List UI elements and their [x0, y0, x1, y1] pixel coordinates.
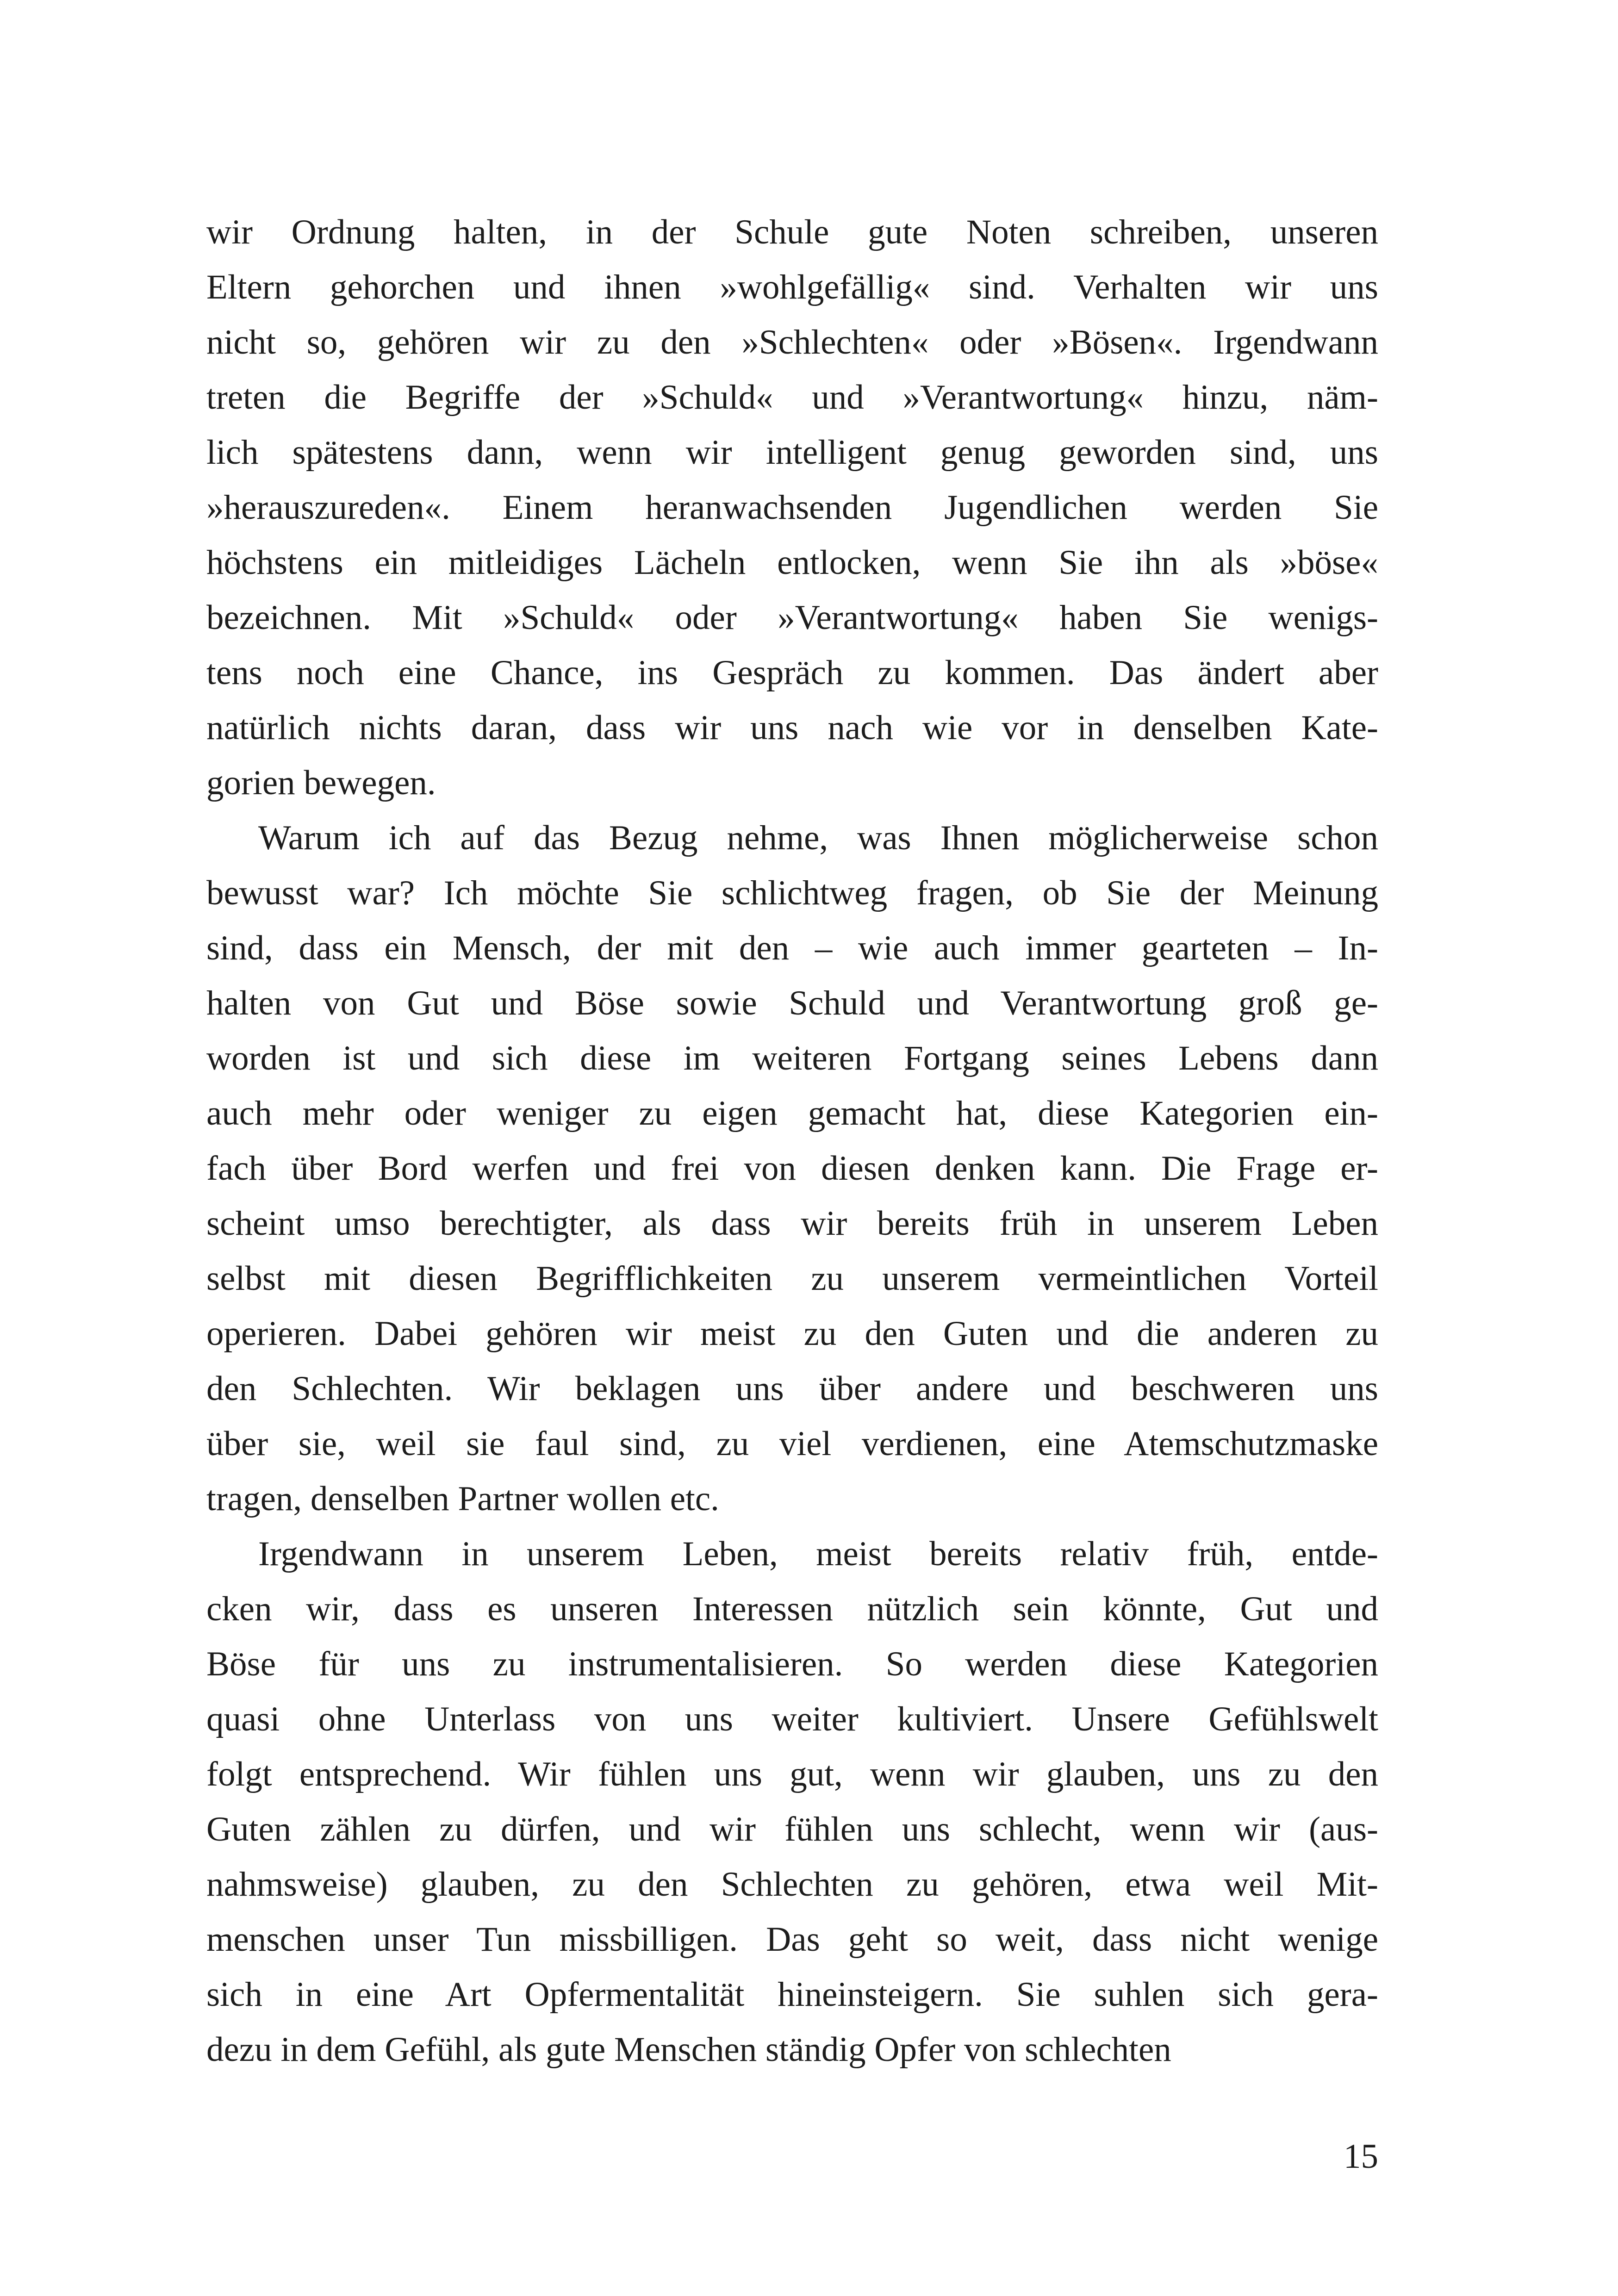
text-line: sind, dass ein Mensch, der mit den – wie auch immer gearteten – In-: [206, 929, 1378, 967]
text-line: quasi ohne Unterlass von uns weiter kultiviert. Unsere Gefühlswelt: [206, 1700, 1378, 1738]
text-line: bezeichnen. Mit »Schuld« oder »Verantwortung« haben Sie wenigs-: [206, 598, 1378, 637]
text-line: treten die Begriffe der »Schuld« und »Verantwortung« hinzu, näm-: [206, 378, 1378, 417]
text-line: natürlich nichts daran, dass wir uns nach wie vor in denselben Kate-: [206, 709, 1378, 747]
text-line: lich spätestens dann, wenn wir intelligent genug geworden sind, uns: [206, 433, 1378, 472]
text-line: »herauszureden«. Einem heranwachsenden Jugendlichen werden Sie: [206, 488, 1378, 527]
text-line: bewusst war? Ich möchte Sie schlichtweg fragen, ob Sie der Meinung: [206, 874, 1378, 912]
text-line: wir Ordnung halten, in der Schule gute Noten schreiben, unseren: [206, 213, 1378, 251]
page-text-block: [206, 205, 1378, 2077]
text-line: nicht so, gehören wir zu den »Schlechten« oder »Bösen«. Irgendwann: [206, 323, 1378, 361]
text-line: operieren. Dabei gehören wir meist zu den Guten und die anderen zu: [206, 1314, 1378, 1353]
paragraph: [206, 205, 1378, 810]
text-line: auch mehr oder weniger zu eigen gemacht hat, diese Kategorien ein-: [206, 1094, 1378, 1132]
text-line: nahmsweise) glauben, zu den Schlechten zu gehören, etwa weil Mit-: [206, 1865, 1378, 1904]
text-line: dezu in dem Gefühl, als gute Menschen ständig Opfer von schlechten: [206, 2030, 1171, 2069]
text-line: scheint umso berechtigter, als dass wir bereits früh in unserem Leben: [206, 1204, 1378, 1243]
text-line: Eltern gehorchen und ihnen »wohlgefällig« sind. Verhalten wir uns: [206, 268, 1378, 306]
text-line: sich in eine Art Opfermentalität hineinsteigern. Sie suhlen sich gera-: [206, 1975, 1378, 2014]
text-line: tens noch eine Chance, ins Gespräch zu kommen. Das ändert aber: [206, 653, 1378, 692]
paragraph: [206, 810, 1378, 1526]
text-line: den Schlechten. Wir beklagen uns über andere und beschweren uns: [206, 1369, 1378, 1408]
text-line: cken wir, dass es unseren Interessen nützlich sein könnte, Gut und: [206, 1590, 1378, 1628]
text-line: halten von Gut und Böse sowie Schuld und Verantwortung groß ge-: [206, 984, 1378, 1022]
text-line: Warum ich auf das Bezug nehme, was Ihnen möglicherweise schon: [258, 819, 1378, 857]
text-line: über sie, weil sie faul sind, zu viel verdienen, eine Atemschutzmaske: [206, 1425, 1378, 1463]
text-line: folgt entsprechend. Wir fühlen uns gut, wenn wir glauben, uns zu den: [206, 1755, 1378, 1793]
text-line: tragen, denselben Partner wollen etc.: [206, 1480, 719, 1518]
paragraph: [206, 1526, 1378, 2077]
text-line: Böse für uns zu instrumentalisieren. So werden diese Kategorien: [206, 1645, 1378, 1683]
text-line: höchstens ein mitleidiges Lächeln entlocken, wenn Sie ihn als »böse«: [206, 543, 1378, 582]
text-line: worden ist und sich diese im weiteren Fortgang seines Lebens dann: [206, 1039, 1378, 1077]
text-line: Guten zählen zu dürfen, und wir fühlen uns schlecht, wenn wir (aus-: [206, 1810, 1378, 1848]
text-line: fach über Bord werfen und frei von diesen denken kann. Die Frage er-: [206, 1149, 1378, 1188]
text-line: Irgendwann in unserem Leben, meist bereits relativ früh, entde-: [258, 1535, 1378, 1573]
text-line: menschen unser Tun missbilligen. Das geht so weit, dass nicht wenige: [206, 1920, 1378, 1959]
text-line: selbst mit diesen Begrifflichkeiten zu unserem vermeintlichen Vorteil: [206, 1259, 1378, 1298]
page-number: 15: [1344, 2137, 1378, 2176]
text-line: gorien bewegen.: [206, 764, 436, 802]
